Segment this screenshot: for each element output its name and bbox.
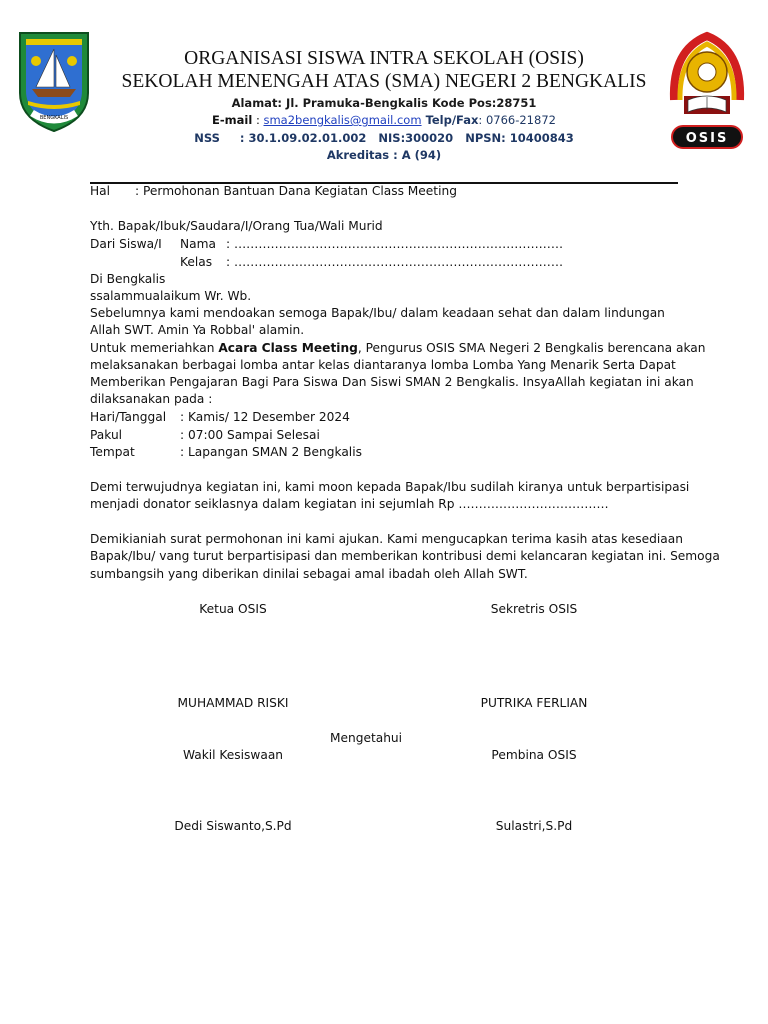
- para2-intro: Untuk memeriahkan: [90, 341, 219, 355]
- email-link[interactable]: sma2bengkalis@gmail.com: [263, 113, 422, 127]
- osis-emblem-logo: [666, 30, 748, 154]
- acknowledged-label: Mengetahui: [329, 731, 403, 745]
- time-value: : 07:00 Sampai Selesai: [180, 428, 320, 442]
- contact-line: [96, 112, 672, 128]
- left-logo-caption: BENGKALIS: [39, 115, 69, 121]
- para1-line1: Sebelumnya kami mendoakan semoga Bapak/Ibu/ dalam keadaan sehat dan dalam lindungan: [90, 306, 665, 320]
- para3-line2: menjadi donator seiklasnya dalam kegiatan ini sejumlah Rp ……………………………….: [90, 497, 609, 511]
- secretary-name: PUTRIKA FERLIAN: [480, 696, 588, 710]
- venue-value: : Lapangan SMAN 2 Bengkalis: [180, 445, 362, 459]
- ids-line: NSS : 30.1.09.02.01.002 NIS:300020 NPSN: 10400843: [194, 131, 574, 145]
- vice-principal-name: Dedi Siswanto,S.Pd: [174, 819, 292, 833]
- para4-line3: sumbangsih yang diberikan dinilai sebagai amal ibadah oleh Allah SWT.: [90, 567, 528, 581]
- subject-text: : Permohonan Bantuan Dana Kegiatan Class Meeting: [135, 184, 457, 198]
- phone-label: Telp/Fax: [421, 113, 479, 127]
- name-label: Nama: [180, 237, 216, 251]
- para4-line2: Bapak/Ibu/ vang turut berpartisipasi dan memberikan kontribusi demi kelancaran kegiatan ini. Semoga: [90, 549, 720, 563]
- day-label: Hari/Tanggal: [90, 410, 167, 424]
- place-line: Di Bengkalis: [90, 272, 166, 286]
- right-logo-caption: OSIS: [685, 131, 729, 146]
- para4-line1: Demikianiah surat permohonan ini kami ajukan. Kami mengucapkan terima kasih atas kesediaan: [90, 532, 683, 546]
- para3-line1: Demi terwujudnya kegiatan ini, kami moon kepada Bapak/Ibu sudilah kiranya untuk berpartisipasi: [90, 480, 690, 494]
- from-label: Dari Siswa/I: [90, 237, 162, 251]
- advisor-name: Sulastri,S.Pd: [495, 819, 573, 833]
- accreditation-line: Akreditas : A (94): [326, 148, 442, 162]
- time-label: Pakul: [90, 428, 123, 442]
- venue-label: Tempat: [90, 445, 135, 459]
- advisor-title: Pembina OSIS: [491, 748, 577, 762]
- para2-line3: Memberikan Pengajaran Bagi Para Siswa Dan Siswi SMAN 2 Bengkalis. InsyaAllah kegiatan ini akan: [90, 375, 694, 389]
- class-label: Kelas: [180, 255, 213, 269]
- para2-line2: melaksanakan berbagai lomba antar kelas diantaranya lomba Lomba Yang Menarik Serta Dapat: [90, 358, 676, 372]
- recipient-line: Yth. Bapak/Ibuk/Saudara/I/Orang Tua/Wali Murid: [90, 219, 383, 233]
- secretary-title: Sekretris OSIS: [490, 602, 578, 616]
- class-blank: : ………………………………………………………………………: [226, 255, 564, 269]
- chair-name: MUHAMMAD RISKI: [177, 696, 289, 710]
- email-label: E-mail: [212, 113, 253, 127]
- para1-line2: Allah SWT. Amin Ya Robbal' alamin.: [90, 323, 305, 337]
- event-name: Acara Class Meeting: [218, 341, 358, 355]
- address-line: Alamat: Jl. Pramuka-Bengkalis Kode Pos:28751: [231, 96, 537, 110]
- subject-label: Hal: [90, 184, 111, 198]
- name-blank: : ………………………………………………………………………: [226, 237, 564, 251]
- para2-line4: dilaksanakan pada :: [90, 392, 213, 406]
- para2-line1: [90, 340, 705, 357]
- day-value: : Kamis/ 12 Desember 2024: [180, 410, 350, 424]
- greeting-line: ssalammualaikum Wr. Wb.: [90, 289, 252, 303]
- org-name-line1: ORGANISASI SISWA INTRA SEKOLAH (OSIS): [184, 48, 584, 69]
- chair-title: Ketua OSIS: [199, 602, 267, 616]
- bengkalis-crest-logo: [18, 31, 90, 133]
- vice-principal-title: Wakil Kesiswaan: [182, 748, 284, 762]
- email-separator: :: [252, 113, 264, 127]
- phone-value: : 0766-21872: [478, 113, 556, 127]
- org-name-line2: SEKOLAH MENENGAH ATAS (SMA) NEGERI 2 BENGKALIS: [121, 71, 647, 92]
- para2-rest: , Pengurus OSIS SMA Negeri 2 Bengkalis berencana akan: [357, 341, 706, 355]
